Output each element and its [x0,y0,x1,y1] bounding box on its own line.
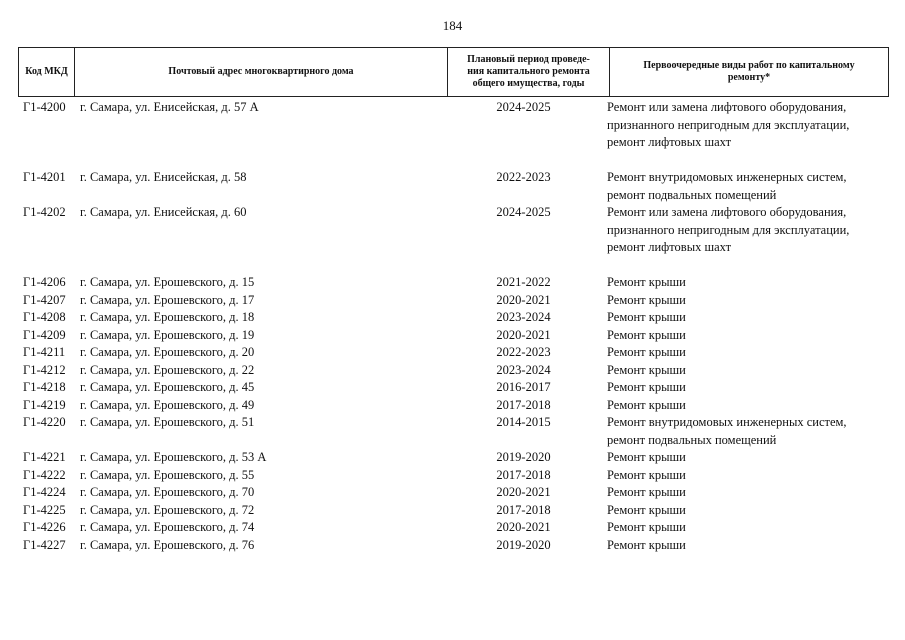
row-period: 2024-2025 [496,205,551,219]
row-work-line: ремонт подвальных помещений [607,432,777,447]
row-period: 2020-2021 [496,327,551,342]
row-work-line: Ремонт крыши [607,275,686,289]
row-work [607,362,686,380]
row-work [607,519,686,537]
row-work [607,309,686,327]
row-code: Г1-4224 [23,485,66,499]
row-address: г. Самара, ул. Енисейская, д. 60 [80,205,247,219]
row-period: 2022-2023 [496,170,551,184]
row-address: г. Самара, ул. Ерошевского, д. 22 [80,362,255,377]
row-work-line: Ремонт крыши [607,502,686,517]
table-row [0,204,905,274]
row-work [607,344,686,362]
row-work [607,502,686,520]
table-row [0,169,905,204]
row-period: 2021-2022 [496,275,551,289]
row-work [607,537,686,555]
row-work-line: Ремонт крыши [607,327,686,342]
header-work-line: Первоочередные виды работ по капитальному [643,60,855,71]
row-address: г. Самара, ул. Ерошевского, д. 55 [80,467,255,482]
row-code: Г1-4209 [23,327,66,342]
row-work-line: Ремонт крыши [607,485,686,499]
row-period: 2019-2020 [496,537,551,552]
row-code: Г1-4222 [23,467,66,482]
row-code: Г1-4211 [23,345,66,359]
row-period: 2016-2017 [496,380,551,394]
table-header [18,47,889,97]
row-address: г. Самара, ул. Енисейская, д. 58 [80,170,247,184]
row-code: Г1-4226 [23,520,66,534]
row-address: г. Самара, ул. Ерошевского, д. 72 [80,502,255,517]
row-work [607,169,847,204]
row-work [607,204,849,257]
row-code: Г1-4219 [23,397,66,412]
header-code: Код МКД [19,48,75,97]
row-work [607,274,686,292]
row-work-line: Ремонт внутридомовых инженерных систем, [607,415,847,429]
row-period: 2022-2023 [496,345,551,359]
table-row [0,414,905,449]
row-period: 2019-2020 [496,450,551,464]
row-code: Г1-4225 [23,502,66,517]
header-period-line: ния капитального ремонта [467,66,590,77]
row-work-line: Ремонт или замена лифтового оборудования, [607,100,847,114]
table-row [0,519,905,537]
row-code: Г1-4221 [23,450,66,464]
row-period: 2017-2018 [496,397,551,412]
row-work-line: Ремонт крыши [607,362,686,377]
row-address: г. Самара, ул. Ерошевского, д. 74 [80,520,255,534]
row-code: Г1-4212 [23,362,66,377]
table-row [0,467,905,485]
row-code: Г1-4220 [23,415,66,429]
row-period: 2020-2021 [496,485,551,499]
row-address: г. Самара, ул. Ерошевского, д. 20 [80,345,255,359]
table-row [0,379,905,397]
row-period: 2023-2024 [496,310,551,324]
row-work [607,414,847,449]
row-work-line: ремонт подвальных помещений [607,187,777,202]
row-period: 2017-2018 [496,467,551,482]
row-code: Г1-4208 [23,310,66,324]
row-work [607,449,686,467]
row-address: г. Самара, ул. Енисейская, д. 57 А [80,100,259,114]
row-address: г. Самара, ул. Ерошевского, д. 51 [80,415,255,429]
header-work-line: ремонту* [727,72,771,83]
row-work-line: ремонт лифтовых шахт [607,135,732,149]
row-work-line: ремонт лифтовых шахт [607,240,732,254]
header-work [610,48,889,97]
row-code: Г1-4202 [23,205,66,219]
table-row [0,344,905,362]
row-work-line: Ремонт крыши [607,292,686,307]
header-period-line: общего имущества, годы [472,78,585,89]
row-address: г. Самара, ул. Ерошевского, д. 15 [80,275,255,289]
row-code: Г1-4227 [23,537,66,552]
row-address: г. Самара, ул. Ерошевского, д. 70 [80,485,255,499]
table-row [0,397,905,415]
table-row [0,537,905,555]
row-period: 2014-2015 [496,415,551,429]
row-period: 2017-2018 [496,502,551,517]
row-work-line: Ремонт или замена лифтового оборудования, [607,205,847,219]
row-work [607,397,686,415]
row-work [607,379,686,397]
row-work-line: Ремонт крыши [607,520,686,534]
row-code: Г1-4207 [23,292,66,307]
table-row [0,292,905,310]
page-number: 184 [442,18,463,33]
row-period: 2024-2025 [496,100,551,114]
row-work-line: признанного непригодным для эксплуатации, [607,117,850,132]
table-row [0,274,905,292]
row-address: г. Самара, ул. Ерошевского, д. 49 [80,397,255,412]
row-code: Г1-4206 [23,275,66,289]
table-row [0,502,905,520]
row-work [607,99,849,152]
header-period [448,48,610,97]
row-code: Г1-4201 [23,170,66,184]
row-code: Г1-4200 [23,100,66,114]
table-row [0,99,905,169]
row-code: Г1-4218 [23,380,66,394]
row-work-line: признанного непригодным для эксплуатации, [607,222,850,237]
row-address: г. Самара, ул. Ерошевского, д. 19 [80,327,255,342]
row-work [607,292,686,310]
row-address: г. Самара, ул. Ерошевского, д. 76 [80,537,255,552]
row-address: г. Самара, ул. Ерошевского, д. 45 [80,380,255,394]
row-work [607,327,686,345]
row-work-line: Ремонт крыши [607,450,686,464]
row-period: 2020-2021 [496,520,551,534]
table-row [0,327,905,345]
row-work-line: Ремонт крыши [607,310,686,324]
row-work-line: Ремонт крыши [607,397,686,412]
row-work [607,484,686,502]
header-address: Почтовый адрес многоквартирного дома [75,48,448,97]
header-period-line: Плановый период проведе- [467,54,590,65]
row-work [607,467,686,485]
row-work-line: Ремонт крыши [607,467,686,482]
row-work-line: Ремонт внутридомовых инженерных систем, [607,170,847,184]
table-row [0,449,905,467]
table-row [0,362,905,380]
row-address: г. Самара, ул. Ерошевского, д. 17 [80,292,255,307]
table-row [0,484,905,502]
row-address: г. Самара, ул. Ерошевского, д. 53 А [80,450,267,464]
row-work-line: Ремонт крыши [607,345,686,359]
row-period: 2023-2024 [496,362,551,377]
table-body [0,99,905,554]
table-row [0,309,905,327]
row-address: г. Самара, ул. Ерошевского, д. 18 [80,310,255,324]
row-work-line: Ремонт крыши [607,537,686,552]
row-work-line: Ремонт крыши [607,380,686,394]
row-period: 2020-2021 [496,292,551,307]
